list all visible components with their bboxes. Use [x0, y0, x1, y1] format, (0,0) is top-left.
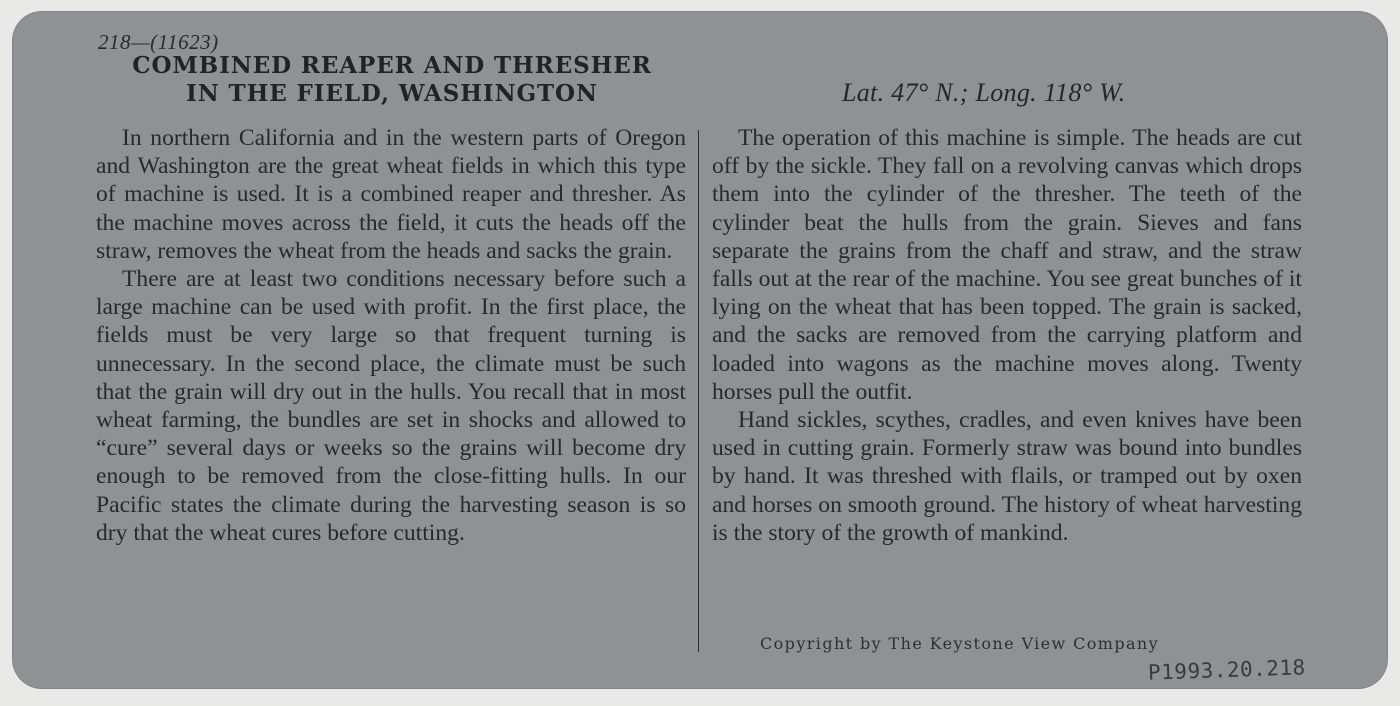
column-divider — [698, 130, 699, 652]
title-line-1: COMBINED REAPER AND THRESHER — [132, 52, 652, 79]
title-line-2: IN THE FIELD, WASHINGTON — [186, 80, 598, 107]
coordinates: Lat. 47° N.; Long. 118° W. — [842, 78, 1126, 107]
accession-number: P1993.20.218 — [1147, 655, 1307, 685]
left-paragraph-1: In northern California and in the western parts of Oregon and Washington are the great wheat fields in which this type of machine is used. It is a combined reaper and thresher. As the machine moves across the field, it cuts the heads off the straw, removes the wheat from the heads and sacks the grain. — [96, 125, 686, 264]
left-paragraph-2: There are at least two conditions necessary before such a large machine can be used with profit. In the first place, the fields must be very large so that frequent turning is unnecessary. In the second place, the climate must be such that the grain will dry out in the hulls. You recall that in most wheat farming, the bundles are set in shocks and allowed to “cure” several days or weeks so the grains will become dry enough to be removed from the close-fitting hulls. In our Pacific states the climate during the harvesting season is so dry that the wheat cures before cutting. — [96, 266, 686, 546]
right-text-column — [712, 124, 1302, 547]
right-paragraph-1: The operation of this machine is simple. The heads are cut off by the sickle. They fall on a revolving canvas which drops them into the cylinder of the thresher. The teeth of the cylinder beat the hulls from the grain. Sieves and fans separate the grains from the chaff and straw, and the straw falls out at the rear of the machine. You see great bunches of it lying on the wheat that has been topped. The grain is sacked, and the sacks are removed from the carrying platform and loaded into wagons as the machine moves along. Twenty horses pull the outfit. — [712, 125, 1302, 405]
card-title — [96, 52, 688, 108]
left-text-column — [96, 124, 686, 547]
copyright-line: Copyright by The Keystone View Company — [760, 634, 1160, 653]
catalog-number: 218—(11623) — [98, 30, 219, 54]
right-paragraph-2: Hand sickles, scythes, cradles, and even knives have been used in cutting grain. Formerly straw was bound into bundles by hand. It was threshed with flails, or tramped out by oxen and horses on smooth ground. The history of wheat harvesting is the story of the growth of mankind. — [712, 407, 1302, 546]
